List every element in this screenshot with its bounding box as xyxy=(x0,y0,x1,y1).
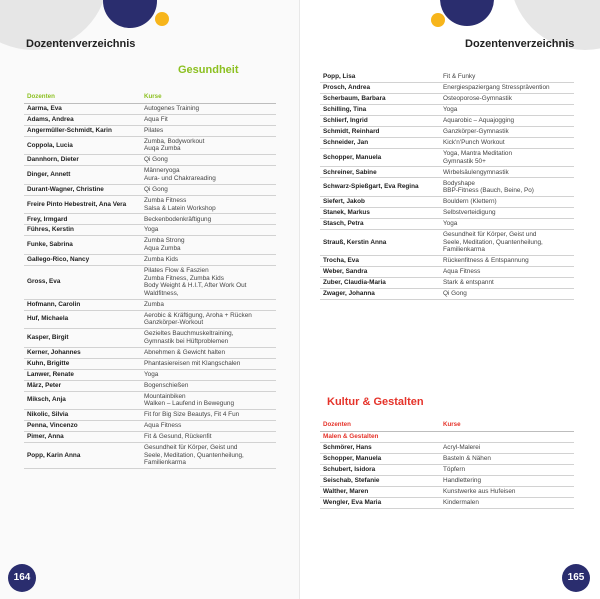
course-list: Gezieltes Bauchmuskeltraining, Gymnastik bei Hüftproblemen xyxy=(141,329,276,348)
instructor-name: Freire Pinto Hebestreit, Ana Vera xyxy=(24,195,141,214)
table-row xyxy=(24,125,276,136)
instructor-name: Schmörer, Hans xyxy=(320,442,440,453)
instructor-name: Angermüller-Schmidt, Karin xyxy=(24,125,141,136)
course-list: Osteoporose-Gymnastik xyxy=(440,93,574,104)
course-list: Fit & Funky xyxy=(440,72,574,82)
table-row xyxy=(24,421,276,432)
table-row xyxy=(24,103,276,114)
course-list: Aqua Fitness xyxy=(440,266,574,277)
table-row xyxy=(24,114,276,125)
course-list: Männeryoga Aura- und Chakrareading xyxy=(141,166,276,185)
instructor-name: Führes, Kerstin xyxy=(24,225,141,236)
table-row xyxy=(24,380,276,391)
instructor-name: Wengler, Eva Maria xyxy=(320,497,440,508)
table-row xyxy=(320,104,574,115)
page-number-right: 165 xyxy=(562,564,590,592)
decor-yellow-dot xyxy=(431,13,445,27)
course-list: Ganzkörper-Gymnastik xyxy=(440,126,574,137)
table-row xyxy=(320,453,574,464)
course-list: Gesundheit für Körper, Geist und Seele, Meditation, Quantenheilung, Familienkarma xyxy=(440,229,574,255)
course-list: Zumba Strong Aqua Zumba xyxy=(141,236,276,255)
instructor-name: Zwager, Johanna xyxy=(320,288,440,299)
decor-navy-circle xyxy=(103,0,157,28)
instructor-name: Schopper, Manuela xyxy=(320,148,440,167)
instructor-name: Kuhn, Brigitte xyxy=(24,358,141,369)
table-row xyxy=(24,442,276,468)
course-list: Handlettering xyxy=(440,475,574,486)
header-dozenten: Dozenten xyxy=(24,92,141,103)
course-list: Aqua Fit xyxy=(141,114,276,125)
instructor-name: Gallego-Rico, Nancy xyxy=(24,254,141,265)
table-row xyxy=(24,391,276,410)
table-row xyxy=(320,229,574,255)
course-list: Stark & entspannt xyxy=(440,277,574,288)
instructor-table-health xyxy=(24,92,276,469)
table-row xyxy=(320,148,574,167)
course-list: Zumba Kids xyxy=(141,254,276,265)
subheading-row xyxy=(320,431,574,442)
course-list: Gesundheit für Körper, Geist und Seele, Meditation, Quantenheilung, Familienkarma xyxy=(141,442,276,468)
table-row xyxy=(24,358,276,369)
course-list: Wirbelsäulengymnastik xyxy=(440,167,574,178)
instructor-name: Schubert, Isidora xyxy=(320,464,440,475)
course-list: Yoga xyxy=(440,104,574,115)
instructor-name: Schreiner, Sabine xyxy=(320,167,440,178)
right-page xyxy=(300,0,600,599)
course-list: Abnehmen & Gewicht halten xyxy=(141,347,276,358)
instructor-name: Funke, Sabrina xyxy=(24,236,141,255)
course-list: Zumba, Bodyworkout Auqa Zumba xyxy=(141,136,276,155)
course-list: Mountainbiken Walken – Laufend in Bewegung xyxy=(141,391,276,410)
table-row xyxy=(24,299,276,310)
instructor-name: Durant-Wagner, Christine xyxy=(24,184,141,195)
table-row xyxy=(24,236,276,255)
course-list: Qi Gong xyxy=(141,155,276,166)
course-list: Aqua Fitness xyxy=(141,421,276,432)
instructor-name: Frey, Irmgard xyxy=(24,214,141,225)
instructor-name: Kasper, Birgit xyxy=(24,329,141,348)
table-row xyxy=(24,214,276,225)
instructor-name: Schilling, Tina xyxy=(320,104,440,115)
instructor-name: Lanwer, Renate xyxy=(24,369,141,380)
instructor-name: Scherbaum, Barbara xyxy=(320,93,440,104)
course-list: Kick'n'Punch Workout xyxy=(440,137,574,148)
table-row xyxy=(320,277,574,288)
table-row xyxy=(320,288,574,299)
course-list: Basteln & Nähen xyxy=(440,453,574,464)
instructor-name: Pimer, Anna xyxy=(24,432,141,443)
course-list: Zumba xyxy=(141,299,276,310)
instructor-name: Siefert, Jakob xyxy=(320,196,440,207)
course-list: Fit for Big Size Beautys, Fit 4 Fun xyxy=(141,410,276,421)
table-row xyxy=(24,254,276,265)
table-row xyxy=(320,115,574,126)
table-row xyxy=(320,266,574,277)
course-list: Acryl-Malerei xyxy=(440,442,574,453)
instructor-name: Strauß, Kerstin Anna xyxy=(320,229,440,255)
instructor-name: Prosch, Andrea xyxy=(320,82,440,93)
course-list: Yoga xyxy=(141,369,276,380)
course-list: Energiespaziergang Stressprävention xyxy=(440,82,574,93)
instructor-name: März, Peter xyxy=(24,380,141,391)
course-list: Phantasiereisen mit Klangschalen xyxy=(141,358,276,369)
instructor-table-health-continued xyxy=(320,72,574,300)
page-number-left: 164 xyxy=(8,564,36,592)
instructor-name: Walther, Maren xyxy=(320,486,440,497)
course-list: Yoga, Mantra Meditation Gymnastik 50+ xyxy=(440,148,574,167)
instructor-name: Seischab, Stefanie xyxy=(320,475,440,486)
table-row xyxy=(24,184,276,195)
table-row xyxy=(320,442,574,453)
instructor-name: Popp, Lisa xyxy=(320,72,440,82)
table-row xyxy=(320,497,574,508)
instructor-name: Zuber, Claudia-Maria xyxy=(320,277,440,288)
instructor-table-culture xyxy=(320,420,574,509)
instructor-name: Popp, Karin Anna xyxy=(24,442,141,468)
table-row xyxy=(24,310,276,329)
page-title: Dozentenverzeichnis xyxy=(26,38,136,50)
course-list: Beckenbodenkräftigung xyxy=(141,214,276,225)
decor-yellow-dot xyxy=(155,12,169,26)
table-row xyxy=(320,255,574,266)
course-list: Töpfern xyxy=(440,464,574,475)
course-list: Aerobic & Kräftigung, Aroha + Rücken Ganzkörper-Workout xyxy=(141,310,276,329)
instructor-name: Weber, Sandra xyxy=(320,266,440,277)
instructor-name: Nikolic, Silvia xyxy=(24,410,141,421)
table-row xyxy=(320,93,574,104)
instructor-name: Coppola, Lucia xyxy=(24,136,141,155)
header-kurse: Kurse xyxy=(440,420,574,431)
course-list: Bodyshape BBP-Fitness (Bauch, Beine, Po) xyxy=(440,178,574,197)
table-row xyxy=(320,167,574,178)
course-list: Qi Gong xyxy=(141,184,276,195)
section-title-kultur: Kultur & Gestalten xyxy=(327,396,424,408)
table-row xyxy=(320,178,574,197)
section-title-gesundheit: Gesundheit xyxy=(178,64,239,76)
course-list: Selbstverteidigung xyxy=(440,207,574,218)
instructor-name: Gross, Eva xyxy=(24,265,141,299)
table-row xyxy=(24,432,276,443)
instructor-name: Miksch, Anja xyxy=(24,391,141,410)
table-header xyxy=(320,420,574,431)
table-row xyxy=(24,347,276,358)
table-row xyxy=(24,195,276,214)
table-row xyxy=(24,410,276,421)
header-kurse: Kurse xyxy=(141,92,276,103)
course-list: Pilates Flow & Faszien Zumba Fitness, Zumba Kids Body Weight & H.I.T, After Work Out Waldfitness, xyxy=(141,265,276,299)
table-row xyxy=(320,218,574,229)
table-row xyxy=(320,72,574,82)
header-dozenten: Dozenten xyxy=(320,420,440,431)
instructor-name: Dannhorn, Dieter xyxy=(24,155,141,166)
table-row xyxy=(24,329,276,348)
course-list: Aquarobic – Aquajogging xyxy=(440,115,574,126)
table-header xyxy=(24,92,276,103)
table-row xyxy=(320,126,574,137)
table-row xyxy=(320,464,574,475)
course-list: Yoga xyxy=(141,225,276,236)
instructor-name: Adams, Andrea xyxy=(24,114,141,125)
instructor-name: Schmidt, Reinhard xyxy=(320,126,440,137)
instructor-name: Dinger, Annett xyxy=(24,166,141,185)
instructor-name: Hofmann, Carolin xyxy=(24,299,141,310)
table-row xyxy=(320,486,574,497)
course-list: Yoga xyxy=(440,218,574,229)
table-row xyxy=(320,207,574,218)
instructor-name: Aarma, Eva xyxy=(24,103,141,114)
instructor-name: Kerner, Johannes xyxy=(24,347,141,358)
table-row xyxy=(24,166,276,185)
course-list: Rückenfitness & Entspannung xyxy=(440,255,574,266)
course-list: Pilates xyxy=(141,125,276,136)
table-row xyxy=(24,136,276,155)
instructor-name: Huf, Michaela xyxy=(24,310,141,329)
table-row xyxy=(24,265,276,299)
page-title: Dozentenverzeichnis xyxy=(465,38,575,50)
instructor-name: Schopper, Manuela xyxy=(320,453,440,464)
table-row xyxy=(320,196,574,207)
instructor-name: Schlierf, Ingrid xyxy=(320,115,440,126)
table-row xyxy=(320,475,574,486)
course-list: Bogenschießen xyxy=(141,380,276,391)
instructor-name: Stasch, Petra xyxy=(320,218,440,229)
table-row xyxy=(320,137,574,148)
table-row xyxy=(320,82,574,93)
course-list: Zumba Fitness Salsa & Latein Workshop xyxy=(141,195,276,214)
course-list: Fit & Gesund, Rückenfit xyxy=(141,432,276,443)
table-row xyxy=(24,369,276,380)
course-list: Bouldern (Klettern) xyxy=(440,196,574,207)
table-row xyxy=(24,155,276,166)
instructor-name: Schwarz-Spießgart, Eva Regina xyxy=(320,178,440,197)
course-list: Autogenes Training xyxy=(141,103,276,114)
decor-navy-circle xyxy=(440,0,494,26)
instructor-name: Penna, Vincenzo xyxy=(24,421,141,432)
course-list: Kunstwerke aus Hufeisen xyxy=(440,486,574,497)
course-list: Kindermalen xyxy=(440,497,574,508)
instructor-name: Stanek, Markus xyxy=(320,207,440,218)
instructor-name: Trocha, Eva xyxy=(320,255,440,266)
subheading-malen-gestalten: Malen & Gestalten xyxy=(320,431,574,442)
table-row xyxy=(24,225,276,236)
instructor-name: Schneider, Jan xyxy=(320,137,440,148)
course-list: Qi Gong xyxy=(440,288,574,299)
